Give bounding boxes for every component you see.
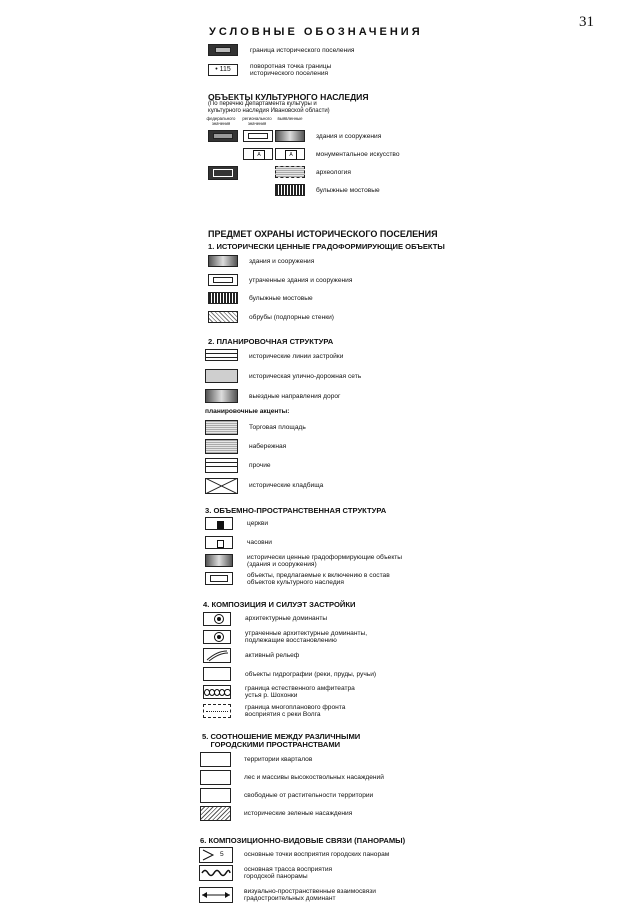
s3-church-swatch xyxy=(205,517,233,530)
legend-label: археология xyxy=(316,169,351,176)
legend-label: прочие xyxy=(249,462,271,469)
legend-label: архитектурные доминанты xyxy=(245,615,328,622)
federal-buildings-swatch xyxy=(208,130,238,142)
legend-label: основная трасса восприятия городской панорамы xyxy=(244,866,333,881)
col-header-federal: федерального значения xyxy=(206,116,236,126)
heritage-title: ОБЪЕКТЫ КУЛЬТУРНОГО НАСЛЕДИЯ xyxy=(208,92,369,102)
accent-trade-square-swatch xyxy=(205,420,238,435)
accent-cemetery-swatch xyxy=(205,478,238,494)
legend-label: исторические кладбища xyxy=(249,482,324,489)
legend-label: Торговая площадь xyxy=(249,424,306,431)
legend-label: поворотная точка границы исторического поселения xyxy=(250,63,332,78)
col-header-identified: выявленные xyxy=(277,116,303,121)
legend-label: набережная xyxy=(249,443,287,450)
page-number: 31 xyxy=(579,14,594,30)
section-4-title: 4. КОМПОЗИЦИЯ И СИЛУЭТ ЗАСТРОЙКИ xyxy=(203,600,356,609)
legend-label: территории кварталов xyxy=(244,756,313,763)
legend-label: граница естественного амфитеатра устья р. Шохонки xyxy=(245,685,355,700)
identified-buildings-swatch xyxy=(275,130,305,142)
legend-label: граница исторического поселения xyxy=(250,47,355,54)
legend-label: активный рельеф xyxy=(245,652,300,659)
section-6-title: 6. КОМПОЗИЦИОННО-ВИДОВЫЕ СВЯЗИ (ПАНОРАМЫ) xyxy=(200,836,406,845)
s3-proposed-objects-swatch xyxy=(205,572,233,585)
section-2-title: 2. ПЛАНИРОВОЧНАЯ СТРУКТУРА xyxy=(208,337,334,346)
legend-label: часовни xyxy=(247,539,272,546)
s1-retaining-walls-swatch xyxy=(208,311,238,323)
col-header-regional: регионального значения xyxy=(242,116,272,126)
s5-quarters-swatch xyxy=(200,752,231,767)
s4-lost-dominant-swatch xyxy=(203,630,231,644)
legend-label: свободные от растительности территории xyxy=(244,792,374,799)
section-5-title: 5. СООТНОШЕНИЕ МЕЖДУ РАЗЛИЧНЫМИ ГОРОДСКИМИ ПРОСТРАНСТВАМИ xyxy=(202,732,361,749)
legend-label: исторические зеленые насаждения xyxy=(244,810,353,817)
legend-label: обрубы (подпорные стенки) xyxy=(249,314,334,321)
s4-amphitheatre-swatch xyxy=(203,685,231,699)
identified-archaeology-swatch xyxy=(275,166,305,178)
legend-label: исторические линии застройки xyxy=(249,353,344,360)
accents-title: планировочные акценты: xyxy=(205,408,290,415)
legend-label: утраченные архитектурные доминанты, подлежащие восстановлению xyxy=(245,630,368,645)
legend-label: выездные направления дорог xyxy=(249,393,341,400)
s4-relief-swatch xyxy=(203,648,231,663)
accent-other-swatch xyxy=(205,458,238,473)
legend-label: утраченные здания и сооружения xyxy=(249,277,353,284)
legend-label: здания и сооружения xyxy=(316,133,382,140)
viewpoint-number: 5 xyxy=(220,851,224,858)
s1-buildings-swatch xyxy=(208,255,238,267)
s5-open-areas-swatch xyxy=(200,788,231,803)
section-1-title: 1. ИСТОРИЧЕСКИ ЦЕННЫЕ ГРАДОФОРМИРУЮЩИЕ ОБЪЕКТЫ xyxy=(208,242,445,251)
identified-monument-swatch: А xyxy=(275,148,305,160)
s2-exit-directions-swatch xyxy=(205,389,238,403)
s6-visual-links-swatch xyxy=(199,887,233,903)
heritage-subtitle: (По перечню Департамента культуры и культурного наследия Ивановской области) xyxy=(208,101,330,114)
legend-label: исторически ценные градоформирующие объекты (здания и сооружения) xyxy=(247,554,403,569)
s5-green-plantings-swatch xyxy=(200,806,231,821)
legend-label: лес и массивы высокоствольных насаждений xyxy=(244,774,384,781)
s5-forest-swatch xyxy=(200,770,231,785)
settlement-border-swatch xyxy=(208,44,238,56)
cobblestone-swatch xyxy=(275,184,305,196)
s3-chapel-swatch xyxy=(205,536,233,549)
federal-archaeology-swatch xyxy=(208,166,238,180)
s3-valuable-objects-swatch xyxy=(205,554,233,567)
legend-label: основные точки восприятия городских панорам xyxy=(244,851,390,858)
legend-label: историческая улично-дорожная сеть xyxy=(249,373,362,380)
legend-label: визуально-пространственные взаимосвязи градостроительных доминант xyxy=(244,888,376,903)
accent-embankment-swatch xyxy=(205,439,238,454)
legend-label: булыжные мостовые xyxy=(316,187,380,194)
legend-label: здания и сооружения xyxy=(249,258,315,265)
legend-label: церкви xyxy=(247,520,269,527)
s4-dominant-swatch xyxy=(203,612,231,626)
s2-building-lines-swatch xyxy=(205,349,238,361)
protection-title: ПРЕДМЕТ ОХРАНЫ ИСТОРИЧЕСКОГО ПОСЕЛЕНИЯ xyxy=(208,229,438,239)
s4-volga-front-swatch xyxy=(203,704,231,718)
s6-viewpoint-swatch xyxy=(199,847,233,863)
s1-cobblestone-swatch xyxy=(208,292,238,304)
regional-monument-swatch: А xyxy=(243,148,273,160)
legend-label: объекты гидрографии (реки, пруды, ручьи) xyxy=(245,671,377,678)
s6-route-swatch xyxy=(199,865,233,881)
s4-hydrography-swatch xyxy=(203,667,231,681)
turning-point-swatch: • 115 xyxy=(208,64,238,76)
s2-street-network-swatch xyxy=(205,369,238,383)
legend-label: булыжные мостовые xyxy=(249,295,313,302)
legend-label: монументальное искусство xyxy=(316,151,400,158)
section-3-title: 3. ОБЪЕМНО-ПРОСТРАНСТВЕННАЯ СТРУКТУРА xyxy=(205,506,387,515)
legend-label: граница многопланового фронта восприятия с реки Волга xyxy=(245,704,346,719)
regional-buildings-swatch xyxy=(243,130,273,142)
legend-title: УСЛОВНЫЕ ОБОЗНАЧЕНИЯ xyxy=(209,26,423,38)
legend-label: объекты, предлагаемые к включению в состав объектов культурного наследия xyxy=(247,572,390,587)
s1-lost-buildings-swatch xyxy=(208,274,238,286)
